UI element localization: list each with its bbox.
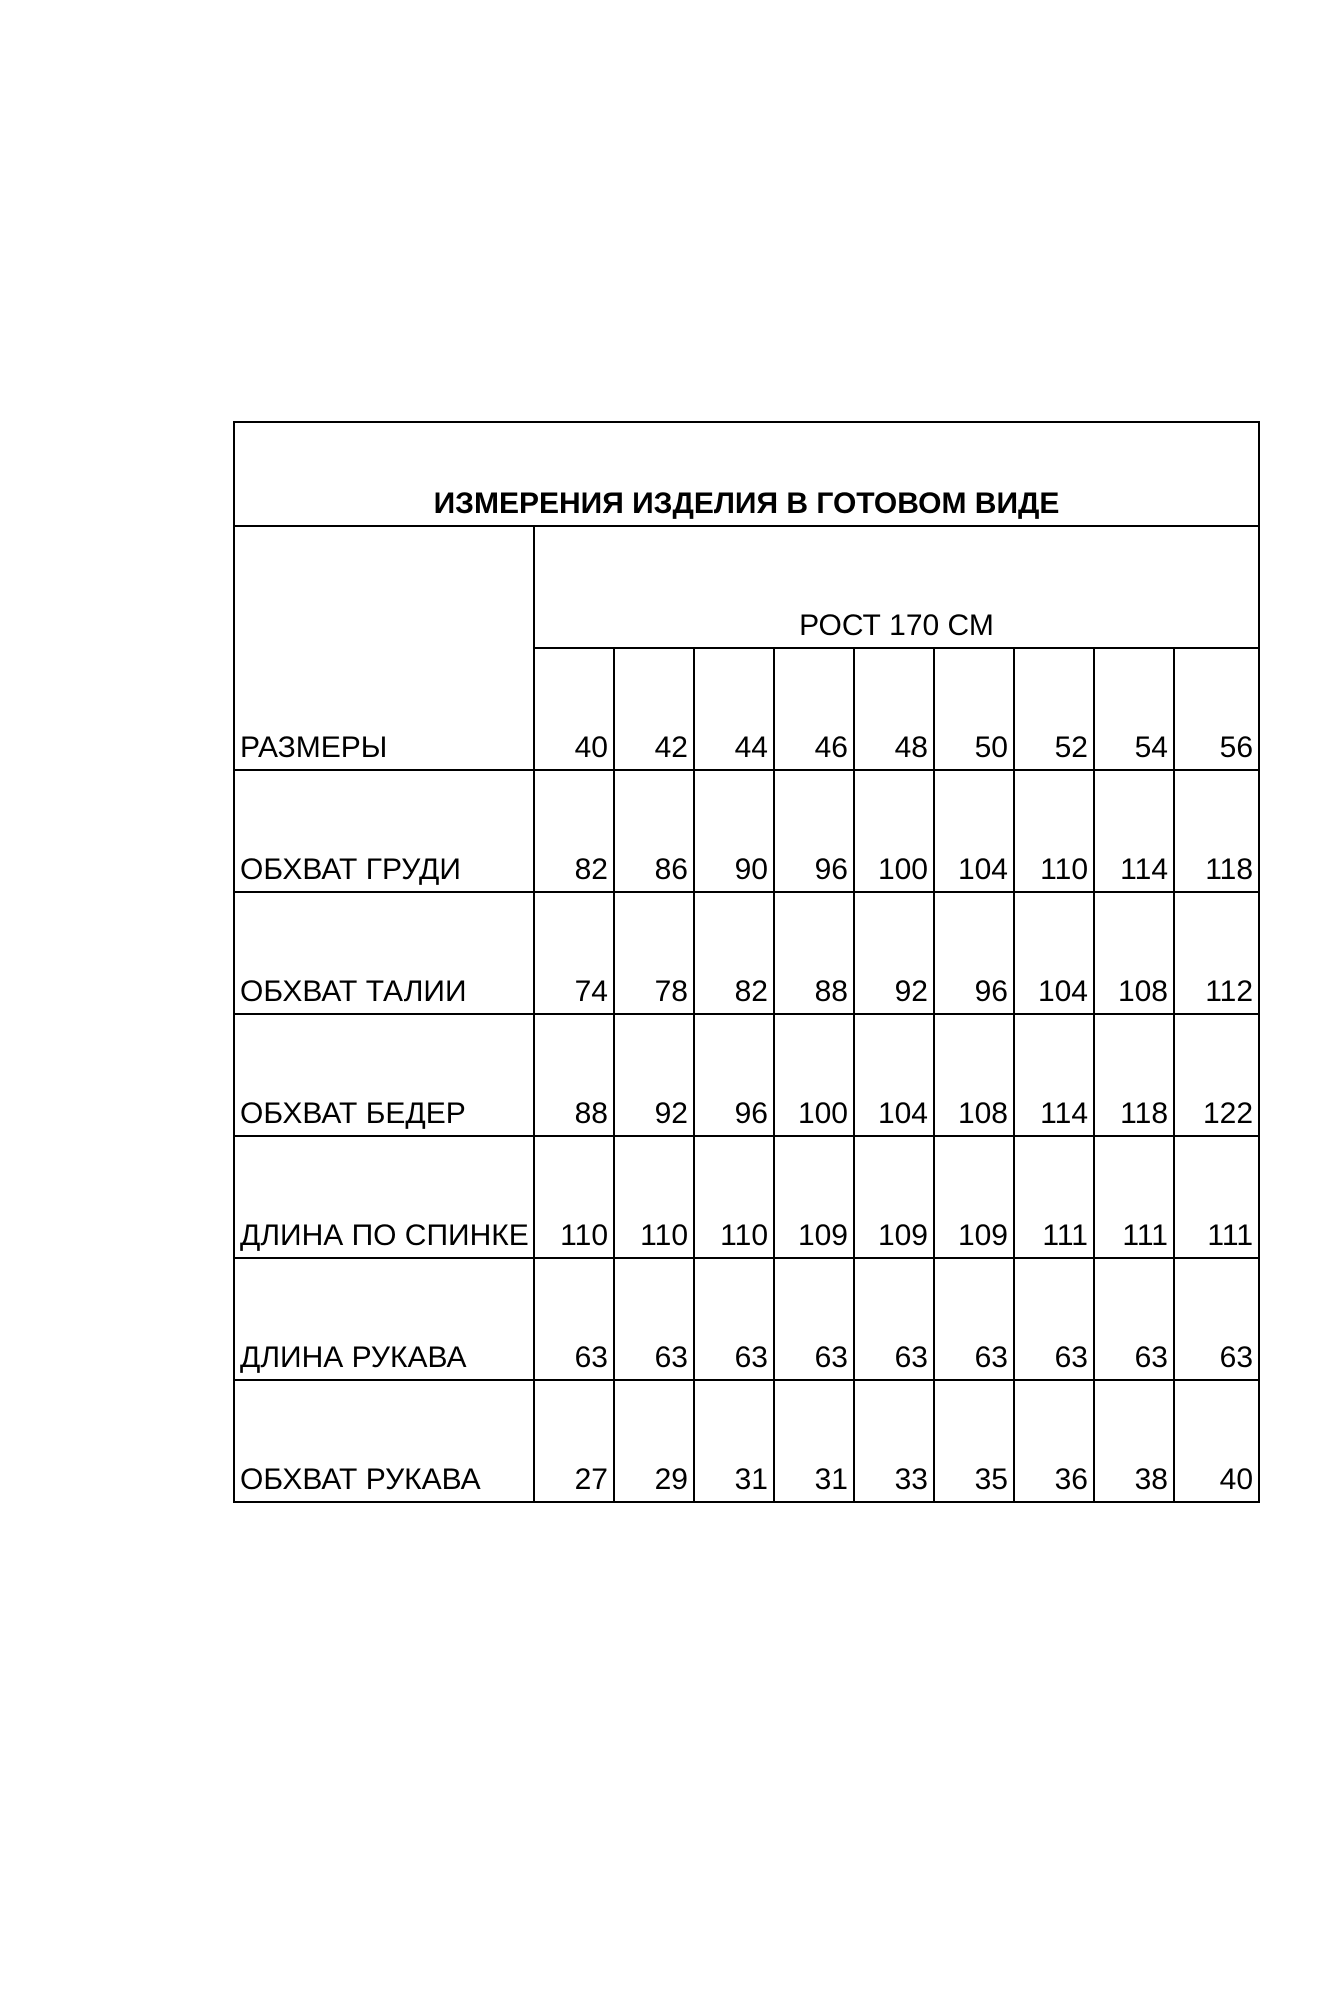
measurement-value: 109	[774, 1136, 854, 1258]
measurement-value: 111	[1094, 1136, 1174, 1258]
measurement-value: 88	[774, 892, 854, 1014]
size-cell: 56	[1174, 648, 1258, 770]
measurement-value: 74	[534, 892, 614, 1014]
measurement-value: 63	[614, 1258, 694, 1380]
measurement-value: 78	[614, 892, 694, 1014]
measurement-value: 109	[854, 1136, 934, 1258]
measurement-row	[235, 1136, 1258, 1258]
size-chart	[233, 421, 1260, 1503]
measurement-label: ОБХВАТ ГРУДИ	[235, 770, 534, 892]
measurement-value: 122	[1174, 1014, 1258, 1136]
measurement-value: 29	[614, 1380, 694, 1501]
measurement-value: 96	[934, 892, 1014, 1014]
measurement-value: 96	[774, 770, 854, 892]
measurement-label: ОБХВАТ БЕДЕР	[235, 1014, 534, 1136]
measurement-value: 100	[774, 1014, 854, 1136]
size-cell: 40	[534, 648, 614, 770]
measurement-row	[235, 770, 1258, 892]
measurement-value: 82	[694, 892, 774, 1014]
measurement-value: 110	[614, 1136, 694, 1258]
table-title: ИЗМЕРЕНИЯ ИЗДЕЛИЯ В ГОТОВОМ ВИДЕ	[235, 423, 1258, 526]
measurement-row	[235, 892, 1258, 1014]
measurement-value: 108	[1094, 892, 1174, 1014]
measurement-value: 104	[1014, 892, 1094, 1014]
size-cell: 50	[934, 648, 1014, 770]
measurement-value: 104	[854, 1014, 934, 1136]
measurement-value: 63	[534, 1258, 614, 1380]
measurement-value: 38	[1094, 1380, 1174, 1501]
size-cell: 44	[694, 648, 774, 770]
measurement-value: 35	[934, 1380, 1014, 1501]
measurement-value: 88	[534, 1014, 614, 1136]
size-table	[235, 423, 1258, 1501]
sizes-label: РАЗМЕРЫ	[235, 526, 534, 770]
measurement-value: 82	[534, 770, 614, 892]
measurement-value: 90	[694, 770, 774, 892]
measurement-value: 110	[1014, 770, 1094, 892]
measurement-value: 86	[614, 770, 694, 892]
measurement-value: 63	[934, 1258, 1014, 1380]
measurement-label: ОБХВАТ РУКАВА	[235, 1380, 534, 1501]
size-cell: 46	[774, 648, 854, 770]
measurement-value: 63	[854, 1258, 934, 1380]
measurement-value: 92	[854, 892, 934, 1014]
measurement-value: 108	[934, 1014, 1014, 1136]
measurement-value: 63	[694, 1258, 774, 1380]
measurement-value: 114	[1094, 770, 1174, 892]
measurement-value: 96	[694, 1014, 774, 1136]
measurement-value: 31	[694, 1380, 774, 1501]
measurement-value: 40	[1174, 1380, 1258, 1501]
measurement-value: 111	[1174, 1136, 1258, 1258]
measurement-value: 100	[854, 770, 934, 892]
measurement-value: 92	[614, 1014, 694, 1136]
size-cell: 54	[1094, 648, 1174, 770]
measurement-value: 110	[534, 1136, 614, 1258]
size-cell: 52	[1014, 648, 1094, 770]
measurement-value: 109	[934, 1136, 1014, 1258]
measurement-value: 63	[774, 1258, 854, 1380]
measurement-row	[235, 1258, 1258, 1380]
measurement-value: 114	[1014, 1014, 1094, 1136]
measurement-value: 110	[694, 1136, 774, 1258]
measurement-row	[235, 1380, 1258, 1501]
measurement-label: ДЛИНА РУКАВА	[235, 1258, 534, 1380]
measurement-value: 104	[934, 770, 1014, 892]
size-cell: 42	[614, 648, 694, 770]
height-label: РОСТ 170 СМ	[534, 526, 1258, 648]
measurement-value: 63	[1094, 1258, 1174, 1380]
measurement-label: ДЛИНА ПО СПИНКЕ	[235, 1136, 534, 1258]
measurement-row	[235, 1014, 1258, 1136]
measurement-value: 111	[1014, 1136, 1094, 1258]
measurement-value: 27	[534, 1380, 614, 1501]
measurement-label: ОБХВАТ ТАЛИИ	[235, 892, 534, 1014]
measurement-value: 31	[774, 1380, 854, 1501]
measurement-value: 36	[1014, 1380, 1094, 1501]
measurement-value: 112	[1174, 892, 1258, 1014]
measurement-value: 63	[1174, 1258, 1258, 1380]
measurement-value: 118	[1094, 1014, 1174, 1136]
measurement-value: 33	[854, 1380, 934, 1501]
measurement-value: 118	[1174, 770, 1258, 892]
measurement-value: 63	[1014, 1258, 1094, 1380]
size-cell: 48	[854, 648, 934, 770]
